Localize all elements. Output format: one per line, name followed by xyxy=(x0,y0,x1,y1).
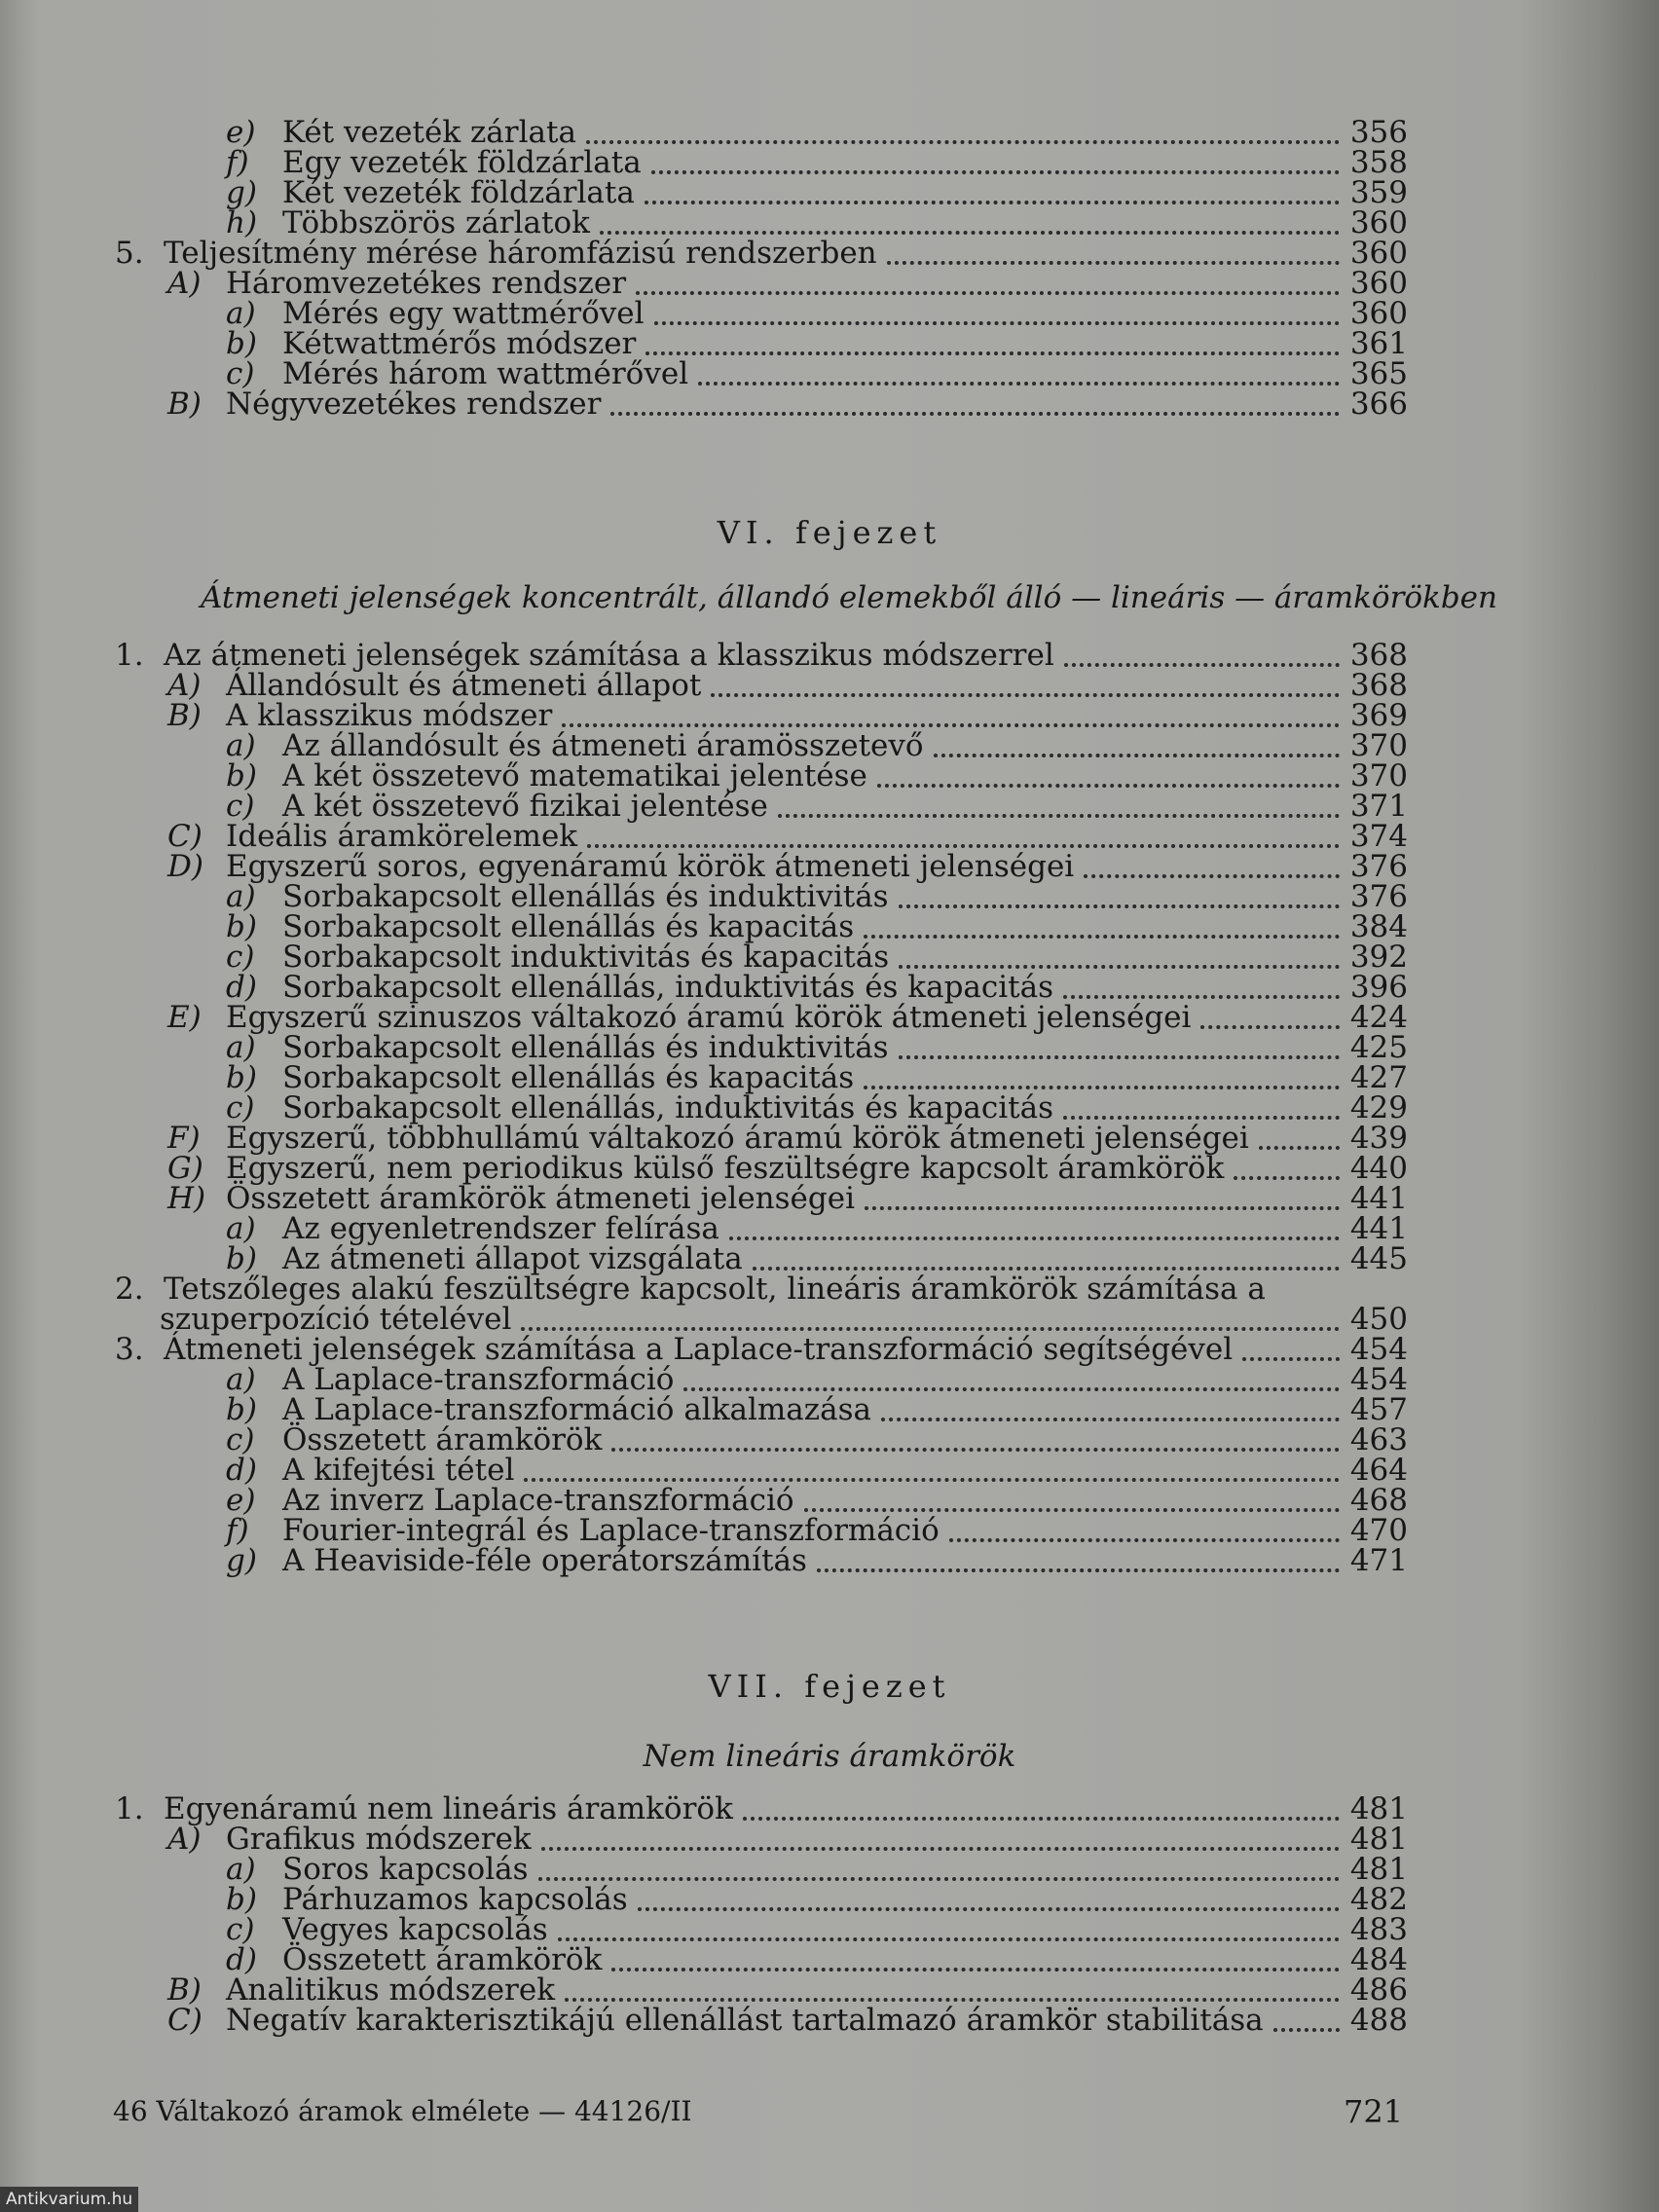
toc-entry-page: 463 xyxy=(1349,1422,1408,1457)
toc-entry-page: 360 xyxy=(1349,296,1408,331)
toc-entry-marker: a) xyxy=(226,1030,256,1065)
toc-entry-title: Sorbakapcsolt ellenállás és induktivitás xyxy=(282,1030,889,1065)
toc-leader-dots xyxy=(1084,874,1340,878)
toc-leader-dots xyxy=(651,170,1340,174)
toc-entry-title: Teljesítmény mérése háromfázisú rendszerben xyxy=(164,236,877,271)
toc-entry-title: Átmeneti jelenségek számítása a Laplace-transzformáció segítségével xyxy=(164,1332,1234,1367)
toc-leader-dots xyxy=(558,1937,1340,1941)
toc-entry-title: Mérés egy wattmérővel xyxy=(282,296,645,331)
toc-entry-title: Összetett áramkörök xyxy=(282,1422,603,1457)
toc-entry-page: 374 xyxy=(1349,819,1408,854)
toc-entry-page: 425 xyxy=(1349,1030,1408,1065)
toc-entry-title: Egyszerű, többhullámú váltakozó áramú körök átmeneti jelenségei xyxy=(226,1121,1249,1156)
toc-entry-marker: a) xyxy=(226,296,256,331)
toc-entry-page: 368 xyxy=(1349,668,1408,703)
toc-entry-page: 439 xyxy=(1349,1121,1408,1156)
toc-entry-marker: h) xyxy=(226,205,258,240)
toc-entry-page: 427 xyxy=(1349,1060,1408,1095)
toc-entry-title: Állandósult és átmeneti állapot xyxy=(226,668,702,703)
toc-leader-dots xyxy=(1063,1116,1340,1120)
toc-entry xyxy=(0,2003,1659,2038)
toc-entry-page: 450 xyxy=(1349,1302,1408,1337)
toc-leader-dots xyxy=(887,261,1340,265)
toc-entry-page: 457 xyxy=(1349,1392,1408,1427)
toc-entry-title: A kifejtési tétel xyxy=(282,1453,515,1488)
toc-entry-page: 396 xyxy=(1349,970,1408,1005)
toc-entry-marker: c) xyxy=(226,356,255,391)
toc-entry-marker: 1. xyxy=(115,638,144,673)
toc-entry-title: Ideális áramkörelemek xyxy=(226,819,578,854)
toc-leader-dots xyxy=(645,351,1340,355)
toc-leader-dots xyxy=(587,844,1340,848)
toc-leader-dots xyxy=(683,1387,1340,1391)
toc-entry-title: Fourier-integrál és Laplace-transzformáció xyxy=(282,1513,940,1548)
toc-entry-marker: A) xyxy=(167,668,202,703)
toc-entry-page: 360 xyxy=(1349,236,1408,271)
toc-entry-marker: a) xyxy=(226,879,256,914)
toc-entry-page: 481 xyxy=(1349,1822,1408,1857)
toc-entry-marker: B) xyxy=(167,1972,202,2008)
toc-entry-page: 484 xyxy=(1349,1942,1408,1977)
toc-entry-title: Háromvezetékes rendszer xyxy=(226,266,627,301)
toc-entry-title: Sorbakapcsolt ellenállás, induktivitás és kapacitás xyxy=(282,1090,1054,1125)
toc-entry-page: 441 xyxy=(1349,1181,1408,1216)
toc-leader-dots xyxy=(817,1568,1340,1572)
toc-leader-dots xyxy=(1063,995,1340,999)
toc-leader-dots xyxy=(698,382,1340,386)
toc-entry-title: Sorbakapcsolt induktivitás és kapacitás xyxy=(282,940,890,975)
toc-leader-dots xyxy=(865,1206,1340,1210)
toc-entry-page: 384 xyxy=(1349,909,1408,944)
toc-entry-title: Négyvezetékes rendszer xyxy=(226,387,602,422)
toc-leader-dots xyxy=(899,904,1340,908)
toc-entry-page: 470 xyxy=(1349,1513,1408,1548)
toc-leader-dots xyxy=(949,1538,1340,1542)
toc-entry-title: Negatív karakterisztikájú ellenállást tartalmazó áramkör stabilitása xyxy=(226,2003,1264,2038)
toc-entry xyxy=(0,387,1659,422)
toc-entry-title: Sorbakapcsolt ellenállás és induktivitás xyxy=(282,879,889,914)
toc-entry-title: A Laplace-transzformáció alkalmazása xyxy=(282,1392,871,1427)
toc-leader-dots xyxy=(899,1055,1340,1059)
toc-entry-title: Kétwattmérős módszer xyxy=(282,326,637,361)
toc-entry-marker: e) xyxy=(226,115,256,150)
toc-entry-title: Sorbakapcsolt ellenállás és kapacitás xyxy=(282,1060,855,1095)
chapter-7-title: Nem lineáris áramkörök xyxy=(643,1739,1016,1774)
toc-leader-dots xyxy=(1234,1176,1340,1180)
toc-entry-title: Egyszerű szinuszos váltakozó áramú körök átmeneti jelenségei xyxy=(226,1000,1192,1035)
toc-entry-page: 360 xyxy=(1349,205,1408,240)
toc-entry-marker: b) xyxy=(226,326,257,361)
toc-entry-title: Összetett áramkörök xyxy=(282,1942,603,1977)
toc-entry-marker: c) xyxy=(226,1912,255,1947)
toc-leader-dots xyxy=(934,754,1340,757)
toc-leader-dots xyxy=(638,1907,1340,1911)
toc-entry-page: 441 xyxy=(1349,1211,1408,1246)
toc-leader-dots xyxy=(881,1418,1340,1421)
toc-leader-dots xyxy=(611,1448,1340,1452)
toc-entry-title: Tetszőleges alakú feszültségre kapcsolt, lineáris áramkörök számítása a xyxy=(164,1272,1266,1307)
toc-entry-title: A Heaviside-féle operátorszámítás xyxy=(282,1543,807,1578)
toc-entry-marker: 3. xyxy=(115,1332,144,1367)
toc-entry-marker: f) xyxy=(226,1513,249,1548)
toc-entry-page: 454 xyxy=(1349,1332,1408,1367)
toc-entry-marker: H) xyxy=(167,1181,206,1216)
toc-entry-page: 488 xyxy=(1349,2003,1408,2038)
toc-entry-title: Az inverz Laplace-transzformáció xyxy=(282,1483,794,1518)
footer-page-number: 721 xyxy=(1344,2093,1404,2130)
toc-entry-title: Az átmeneti jelenségek számítása a klasszikus módszerrel xyxy=(164,638,1054,673)
toc-entry-title: Összetett áramkörök átmeneti jelenségei xyxy=(226,1181,855,1216)
toc-entry-marker: A) xyxy=(167,266,202,301)
toc-entry-page: 368 xyxy=(1349,638,1408,673)
toc-entry-page: 370 xyxy=(1349,758,1408,793)
toc-entry-marker: 5. xyxy=(115,236,144,271)
toc-entry-marker: f) xyxy=(226,145,249,180)
toc-leader-dots xyxy=(654,321,1340,325)
toc-entry-marker: a) xyxy=(226,1852,256,1887)
toc-entry-title: Grafikus módszerek xyxy=(226,1822,532,1857)
toc-leader-dots xyxy=(610,412,1340,416)
toc-entry-marker: B) xyxy=(167,387,202,422)
toc-entry-title: Egy vezeték földzárlata xyxy=(282,145,642,180)
toc-leader-dots xyxy=(538,1877,1340,1881)
toc-leader-dots xyxy=(877,784,1340,788)
toc-entry-title: Párhuzamos kapcsolás xyxy=(282,1882,628,1917)
toc-entry-marker: E) xyxy=(167,1000,202,1035)
toc-entry-title: Egyszerű, nem periodikus külső feszültségre kapcsolt áramkörök xyxy=(226,1151,1225,1186)
toc-leader-dots xyxy=(611,1968,1340,1972)
toc-leader-dots xyxy=(636,291,1340,295)
toc-entry-title: Analitikus módszerek xyxy=(226,1972,555,2008)
toc-entry-marker: F) xyxy=(167,1121,201,1156)
toc-entry-marker: b) xyxy=(226,1060,257,1095)
toc-leader-dots xyxy=(899,965,1340,969)
toc-entry-marker: b) xyxy=(226,1392,257,1427)
toc-entry-title: A Laplace-transzformáció xyxy=(282,1362,675,1397)
toc-entry-marker: G) xyxy=(167,1151,203,1186)
toc-entry-title: Két vezeték zárlata xyxy=(282,115,576,150)
toc-leader-dots xyxy=(711,693,1340,697)
toc-entry-title: Egyenáramú nem lineáris áramkörök xyxy=(164,1791,733,1826)
toc-leader-dots xyxy=(1242,1357,1340,1361)
toc-entry-page: 445 xyxy=(1349,1241,1408,1276)
toc-leader-dots xyxy=(804,1508,1340,1512)
toc-entry-marker: b) xyxy=(226,1882,257,1917)
toc-entry-page: 471 xyxy=(1349,1543,1408,1578)
toc-leader-dots xyxy=(541,1847,1340,1851)
toc-entry-marker: d) xyxy=(226,970,257,1005)
toc-entry-title: Két vezeték földzárlata xyxy=(282,175,635,210)
toc-entry-marker: C) xyxy=(167,819,203,854)
toc-entry-marker: D) xyxy=(167,849,203,884)
toc-entry-page: 429 xyxy=(1349,1090,1408,1125)
toc-leader-dots xyxy=(1064,663,1340,667)
chapter-7-heading: VII. fejezet xyxy=(708,1668,951,1705)
toc-leader-dots xyxy=(753,1267,1340,1271)
toc-entry-marker: b) xyxy=(226,758,257,793)
toc-entry-page: 483 xyxy=(1349,1912,1408,1947)
toc-entry-marker: e) xyxy=(226,1483,256,1518)
toc-leader-dots xyxy=(864,1086,1340,1089)
toc-entry-title: Mérés három wattmérővel xyxy=(282,356,689,391)
toc-entry-title: Többszörös zárlatok xyxy=(282,205,590,240)
toc-entry-page: 376 xyxy=(1349,849,1408,884)
toc-entry-page: 486 xyxy=(1349,1972,1408,2008)
toc-entry-marker: c) xyxy=(226,789,255,824)
toc-leader-dots xyxy=(600,231,1340,235)
toc-entry-marker: b) xyxy=(226,909,257,944)
toc-leader-dots xyxy=(524,1478,1340,1482)
toc-leader-dots xyxy=(1259,1146,1340,1150)
toc-entry-title: szuperpozíció tételével xyxy=(160,1302,512,1337)
toc-entry-title: A klasszikus módszer xyxy=(226,698,553,733)
toc-entry-title: Sorbakapcsolt ellenállás és kapacitás xyxy=(282,909,855,944)
toc-entry-marker: B) xyxy=(167,698,202,733)
toc-entry-page: 481 xyxy=(1349,1791,1408,1826)
toc-entry-title: Az átmeneti állapot vizsgálata xyxy=(282,1241,743,1276)
toc-entry-page: 370 xyxy=(1349,728,1408,763)
chapter-6-title: Átmeneti jelenségek koncentrált, állandó elemekből álló — lineáris — áramkörökben xyxy=(200,580,1497,615)
toc-entry-page: 376 xyxy=(1349,879,1408,914)
toc-entry-marker: d) xyxy=(226,1453,257,1488)
toc-entry-page: 482 xyxy=(1349,1882,1408,1917)
toc-entry-marker: d) xyxy=(226,1942,257,1977)
toc-leader-dots xyxy=(565,1998,1340,2002)
toc-entry-title: Vegyes kapcsolás xyxy=(282,1912,548,1947)
toc-entry xyxy=(0,1543,1659,1578)
toc-leader-dots xyxy=(1273,2028,1340,2032)
toc-entry-page: 481 xyxy=(1349,1852,1408,1887)
toc-entry-page: 468 xyxy=(1349,1483,1408,1518)
toc-entry-marker: a) xyxy=(226,1211,256,1246)
toc-entry-page: 424 xyxy=(1349,1000,1408,1035)
toc-leader-dots xyxy=(778,814,1340,818)
toc-entry-page: 360 xyxy=(1349,266,1408,301)
toc-entry-title: A két összetevő fizikai jelentése xyxy=(282,789,768,824)
toc-entry-marker: c) xyxy=(226,940,255,975)
toc-entry-marker: b) xyxy=(226,1241,257,1276)
toc-leader-dots xyxy=(562,723,1340,727)
toc-entry-marker: c) xyxy=(226,1090,255,1125)
toc-entry-title: Az egyenletrendszer felírása xyxy=(282,1211,719,1246)
toc-entry-marker: 1. xyxy=(115,1791,144,1826)
toc-entry-page: 361 xyxy=(1349,326,1408,361)
toc-leader-dots xyxy=(645,201,1340,204)
toc-entry-page: 365 xyxy=(1349,356,1408,391)
toc-entry-page: 356 xyxy=(1349,115,1408,150)
toc-entry-marker: A) xyxy=(167,1822,202,1857)
toc-entry-marker: c) xyxy=(226,1422,255,1457)
toc-entry-page: 359 xyxy=(1349,175,1408,210)
toc-entry-page: 366 xyxy=(1349,387,1408,422)
toc-entry-page: 392 xyxy=(1349,940,1408,975)
toc-entry-marker: C) xyxy=(167,2003,203,2038)
toc-leader-dots xyxy=(729,1236,1340,1240)
toc-entry-page: 464 xyxy=(1349,1453,1408,1488)
toc-entry-title: Az állandósult és átmeneti áramösszetevő xyxy=(282,728,924,763)
toc-leader-dots xyxy=(586,140,1340,144)
toc-leader-dots xyxy=(1200,1025,1340,1029)
toc-entry-title: A két összetevő matematikai jelentése xyxy=(282,758,867,793)
toc-entry-page: 440 xyxy=(1349,1151,1408,1186)
toc-entry-page: 371 xyxy=(1349,789,1408,824)
toc-entry-page: 358 xyxy=(1349,145,1408,180)
toc-entry-marker: g) xyxy=(226,175,257,210)
toc-entry-page: 369 xyxy=(1349,698,1408,733)
toc-entry-marker: 2. xyxy=(115,1272,144,1307)
toc-entry-title: Soros kapcsolás xyxy=(282,1852,529,1887)
toc-entry-marker: g) xyxy=(226,1543,257,1578)
toc-entry-title: Egyszerű soros, egyenáramú körök átmeneti jelenségei xyxy=(226,849,1075,884)
toc-entry-page: 454 xyxy=(1349,1362,1408,1397)
toc-entry-title: Sorbakapcsolt ellenállás, induktivitás és kapacitás xyxy=(282,970,1054,1005)
watermark: Antikvarium.hu xyxy=(0,2187,138,2212)
toc-leader-dots xyxy=(521,1327,1340,1331)
chapter-6-heading: VI. fejezet xyxy=(717,514,942,551)
footer-signature: 46 Váltakozó áramok elmélete — 44126/II xyxy=(113,2095,692,2127)
toc-leader-dots xyxy=(743,1817,1340,1821)
toc-entry-marker: a) xyxy=(226,1362,256,1397)
toc-leader-dots xyxy=(864,935,1340,939)
toc-entry-marker: a) xyxy=(226,728,256,763)
